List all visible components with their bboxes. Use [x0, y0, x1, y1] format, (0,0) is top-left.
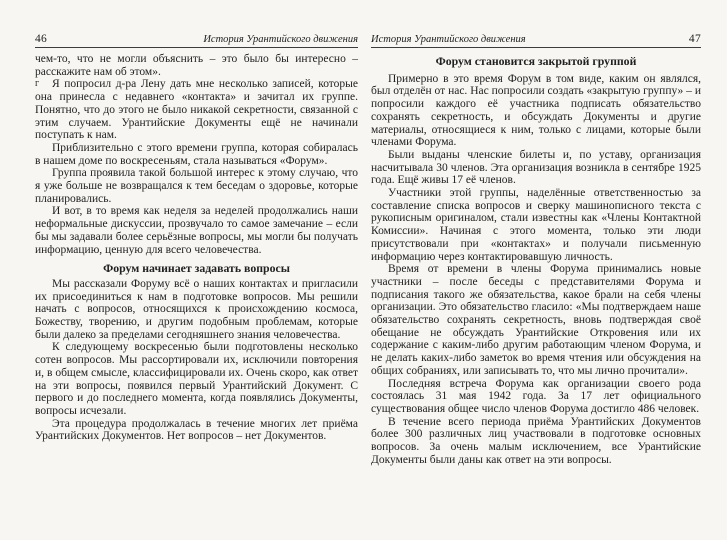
paragraph: Время от времени в члены Форума принимались новые участники – после беседы с представителями Форума и подписания такого же обязательства, какое брали на себя члены организации. Это обязательство гласило: «Мы подтверждаем наше обязательство сохранять секретность, вновь подтверждая своё обещание не обсуждать Урантийские Откровения или их содержание с каким-либо другим работающим членом Форума, и не делать каких-либо заметок во время чтения или обсуждения на общих собраниях, или записывать то, что мы лично прочитали». [371, 263, 701, 377]
page-number-right: 47 [688, 33, 701, 45]
paragraph-text: Я попросил д-ра Лену дать мне несколько записей, которые она принесла с недавнего «контакта» и зачитал их группе. Понятно, что до этого не было никакой секретности, связанной с этим случаем. Урантийские Документы ещё не начинали поступать к нам. [35, 78, 358, 142]
paragraph: Последняя встреча Форума как организации своего рода состоялась 31 мая 1942 года. За 17 лет официального существования общее число членов Форума достигло 486 человек. [371, 377, 701, 415]
margin-mark: г [35, 78, 40, 90]
paragraph: К следующему воскресенью были подготовлены несколько сотен вопросов. Мы рассортировали их, исключили повторения и, в общем смысле, классифицировали их. Очень скоро, как ответ на эти вопросы, появился первый Урантийский Документ. С первого и до последнего момента, когда появлялись Документы, вопросы исчезали. [35, 341, 358, 417]
paragraph: Мы рассказали Форуму всё о наших контактах и пригласили их присоединиться к нам в подготовке вопросов. Мы решили начать с вопросов, относящихся к происхождению космоса, Божеству, творению, и другим подобным проблемам, которые были далеко за пределами сегодняшнего знания человечества. [35, 277, 358, 341]
paragraph: Эта процедура продолжалась в течение многих лет приёма Урантийских Документов. Нет вопросов – нет Документов. [35, 417, 358, 443]
paragraph-continuation: чем-то, что не могли объяснить – это было бы интересно – расскажите нам об этом». [35, 53, 358, 78]
paragraph-with-margin-mark [35, 78, 358, 142]
page-number-left: 46 [35, 33, 48, 45]
page-left-body [35, 53, 358, 443]
page-left-header [35, 33, 358, 48]
page-right-body [371, 55, 701, 467]
running-title-left: История Урантийского движения [203, 34, 358, 45]
section-heading-right: Форум становится закрытой группой [435, 54, 637, 68]
paragraph: Примерно в это время Форум в том виде, каким он являлся, был отделён от нас. Нас попросили создать «закрытую группу» – и попросили каждого её участника подписать обязательство сохранять секретность, и обсуждать Документы и другие материалы, относящиеся к ним, только с лицами, которые были членами Форума. [371, 72, 701, 149]
paragraph: Приблизительно с этого времени группа, которая собиралась в нашем доме по воскресеньям, стала называться «Форум». [35, 141, 358, 167]
page-left [35, 33, 358, 443]
page-right [371, 33, 701, 467]
section-heading-left: Форум начинает задавать вопросы [103, 261, 290, 276]
paragraph: Были выданы членские билеты и, по уставу, организация насчитывала 30 членов. Эта организация возникла в сентябре 1925 года. Ещё живы 17 её членов. [371, 148, 701, 187]
page-right-header [371, 33, 701, 48]
paragraph: И вот, в то время как неделя за неделей продолжались наши неформальные дискуссии, прозвучало то самое замечание – если бы мы задавали более серьёзные вопросы, мы могли бы получать информацию, ценную для всего человечества. [35, 205, 358, 256]
paragraph: В течение всего периода приёма Урантийских Документов более 300 различных лиц участвовали в подготовке основных вопросов. За очень малым исключением, все Урантийские Документы были даны как ответ на эти вопросы. [371, 415, 701, 466]
paragraph: Участники этой группы, наделённые ответственностью за составление списка вопросов и сверку машинописного текста с рукописным оригиналом, стали известны как «Члены Контактной Комиссии». Начиная с этого момента, только эти люди присутствовали при «контактах» и получали письменную информацию через контактировавшую личность. [371, 187, 701, 263]
paragraph: Группа проявила такой большой интерес к этому случаю, что я уже больше не возвращался к тем беседам о здоровье, которые планировались. [35, 167, 358, 205]
running-title-right: История Урантийского движения [371, 34, 526, 45]
